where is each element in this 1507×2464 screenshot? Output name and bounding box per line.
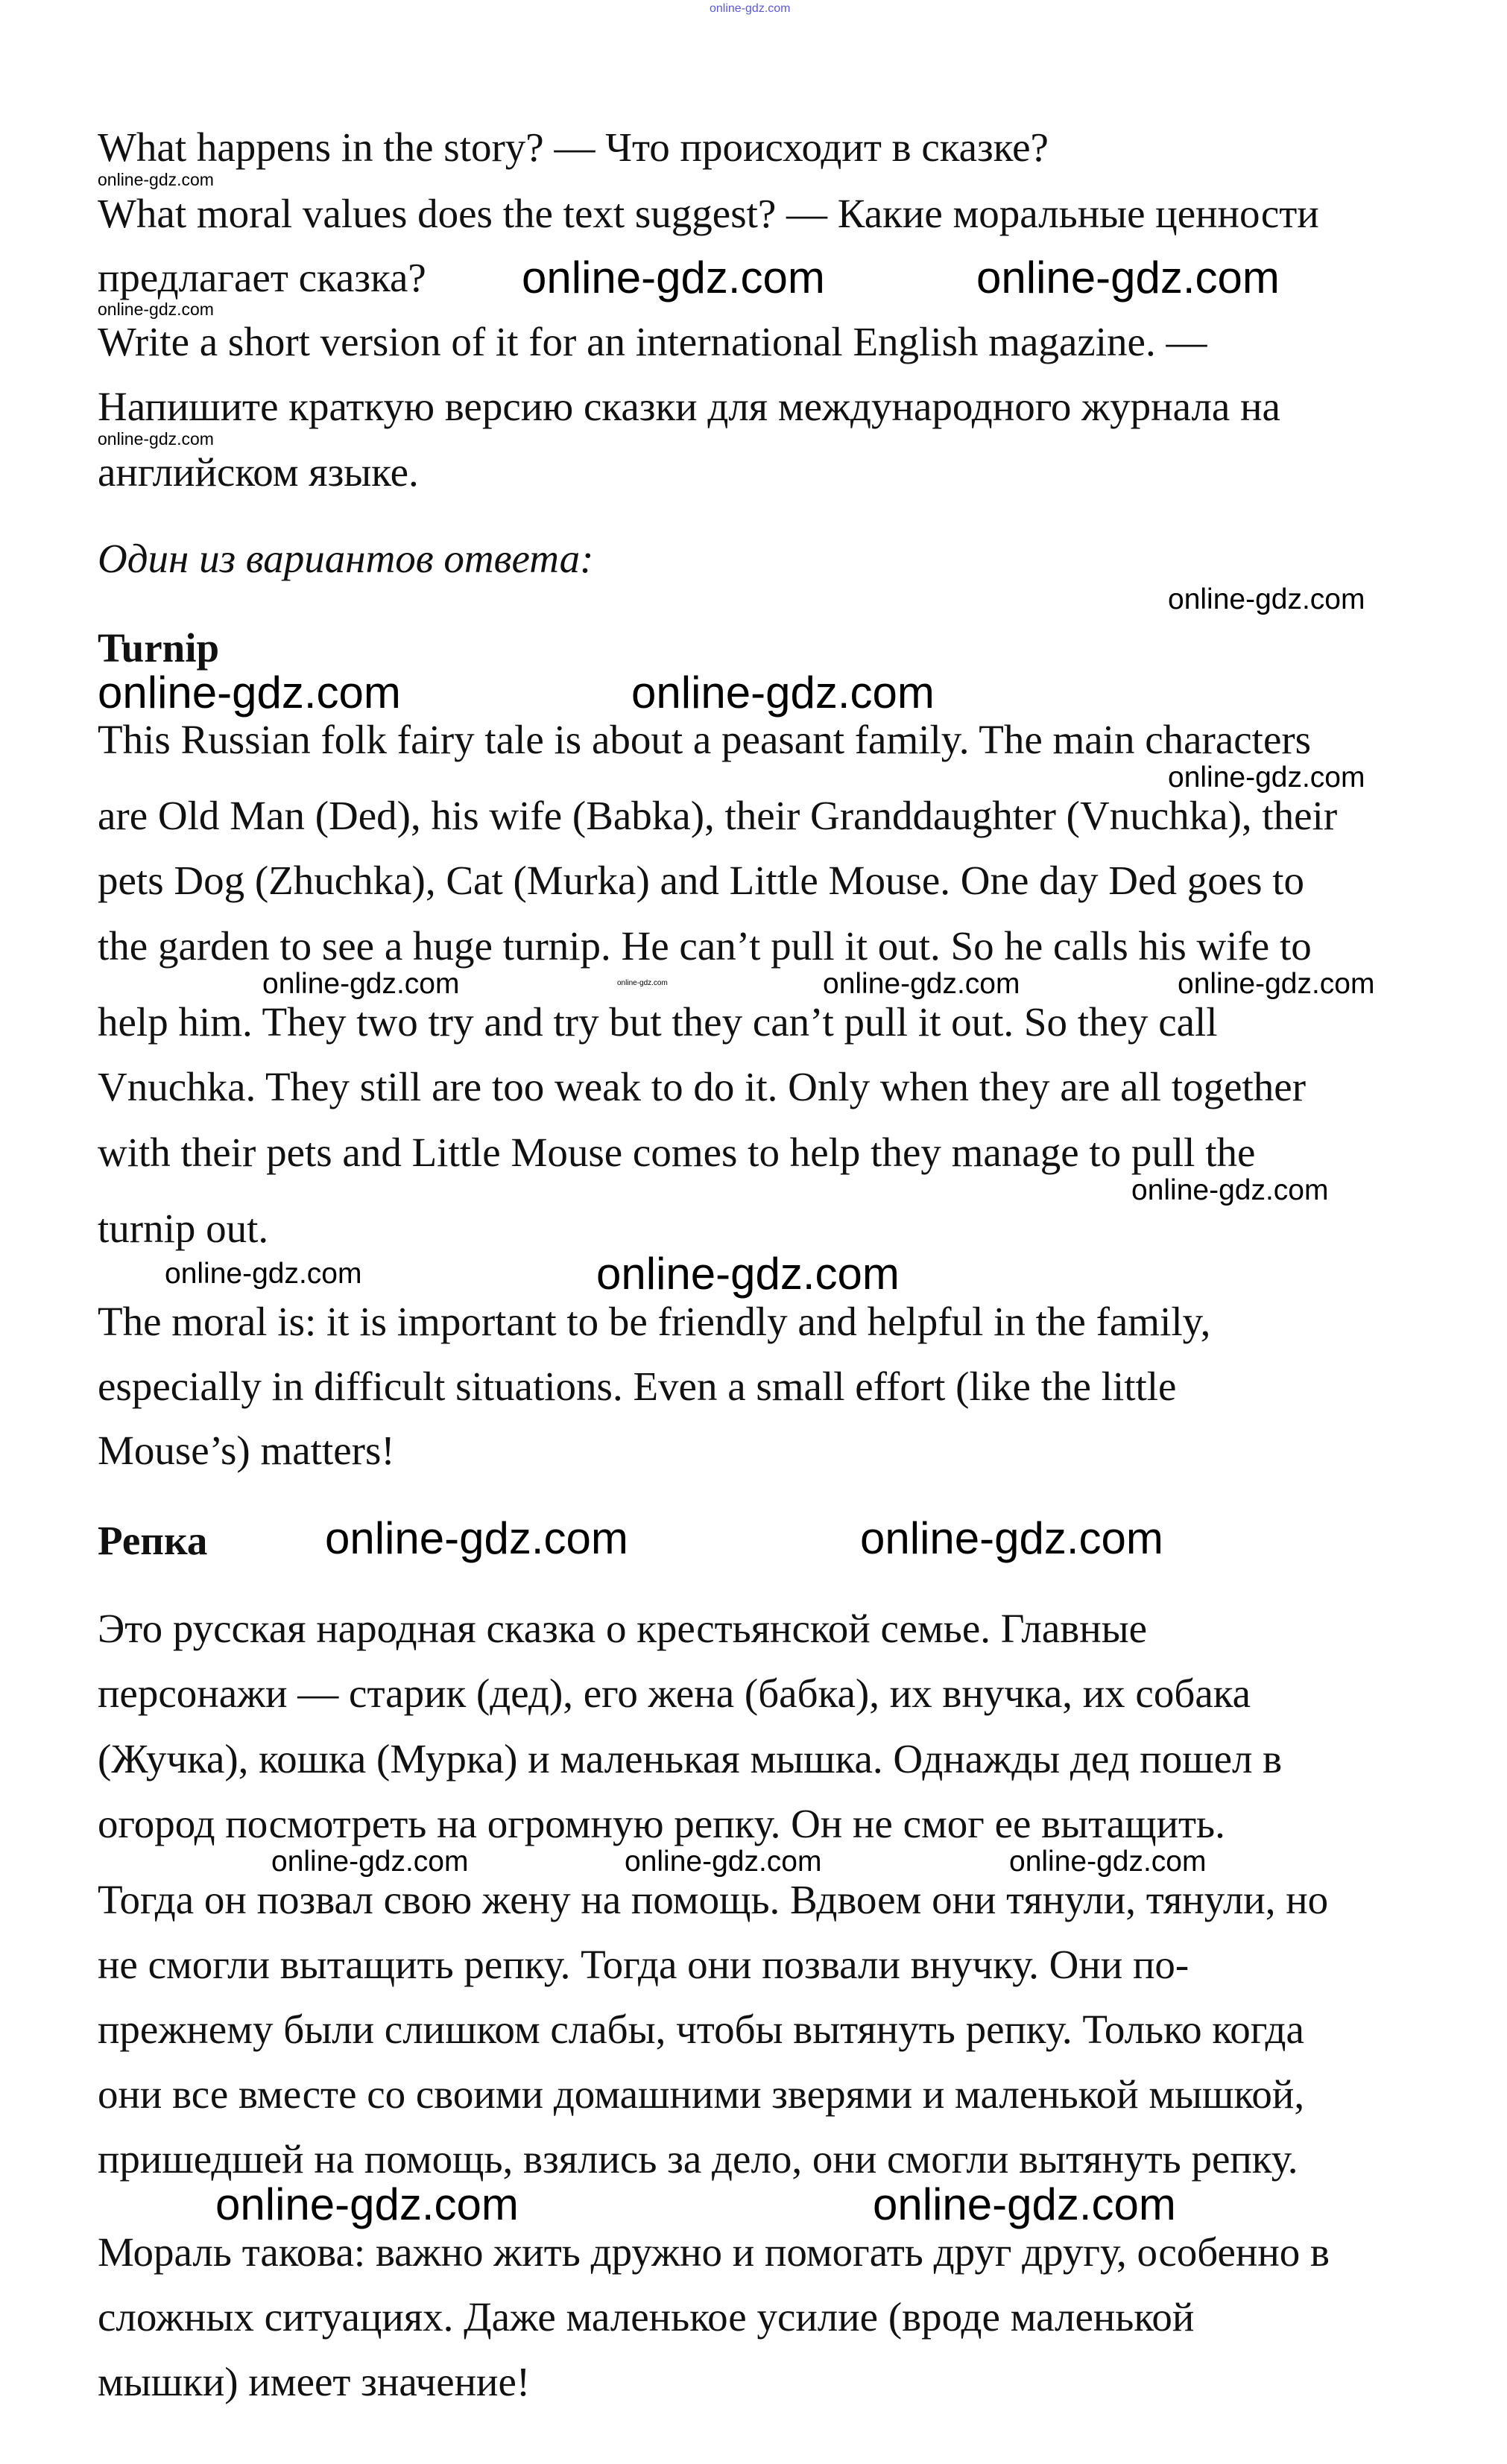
answer-intro: Один из вариантов ответа:: [98, 536, 594, 581]
moral-line: especially in difficult situations. Even a small effort (like the little: [98, 1364, 1177, 1409]
story-line: This Russian folk fairy tale is about a peasant family. The main characters: [98, 717, 1312, 762]
watermark: online-gdz.com: [625, 1846, 822, 1878]
moral-line: Мораль такова: важно жить дружно и помогать друг другу, особенно в: [98, 2229, 1330, 2275]
watermark: online-gdz.com: [98, 429, 214, 449]
story-line: pets Dog (Zhuchka), Cat (Murka) and Little Mouse. One day Ded goes to: [98, 858, 1305, 903]
watermark: online-gdz.com: [215, 2179, 519, 2229]
story-line: персонажи — старик (дед), его жена (бабка), их внучка, их собака: [98, 1670, 1251, 1716]
watermark: online-gdz.com: [976, 253, 1280, 303]
watermark: online-gdz.com: [98, 668, 401, 718]
moral-line: мышки) имеет значение!: [98, 2359, 531, 2404]
story-line: the garden to see a huge turnip. He can’t pull it out. So he calls his wife to: [98, 923, 1312, 969]
watermark: online-gdz.com: [1178, 968, 1375, 1000]
story-line: help him. They two try and try but they can’t pull it out. So they call: [98, 999, 1218, 1045]
story-line: пришедшей на помощь, взялись за дело, они смогли вытянуть репку.: [98, 2136, 1298, 2182]
story-line: они все вместе со своими домашними зверями и маленькой мышкой,: [98, 2071, 1305, 2117]
watermark: online-gdz.com: [98, 300, 214, 319]
section-title-english: Turnip: [98, 625, 220, 671]
watermark: online-gdz.com: [631, 668, 935, 718]
watermark: online-gdz.com: [1168, 583, 1365, 615]
question-line: What happens in the story? — Что происходит в сказке?: [98, 124, 1049, 170]
question-line: английском языке.: [98, 449, 419, 495]
watermark: online-gdz.com: [1131, 1174, 1329, 1206]
story-line: прежнему были слишком слабы, чтобы вытянуть репку. Только когда: [98, 2007, 1304, 2052]
story-line: with their pets and Little Mouse comes to help they manage to pull the: [98, 1130, 1256, 1175]
watermark: online-gdz.com: [271, 1846, 469, 1878]
question-line: What moral values does the text suggest? — Какие моральные ценности: [98, 191, 1319, 236]
watermark: online-gdz.com: [98, 170, 214, 189]
question-line: Напишите краткую версию сказки для международного журнала на: [98, 384, 1280, 429]
watermark: online-gdz.com: [617, 979, 668, 987]
watermark: online-gdz.com: [823, 968, 1020, 1000]
story-line: Vnuchka. They still are too weak to do it. Only when they are all together: [98, 1064, 1307, 1109]
question-line: Write a short version of it for an international English magazine. —: [98, 319, 1207, 364]
story-line: are Old Man (Ded), his wife (Babka), their Granddaughter (Vnuchka), their: [98, 793, 1338, 838]
watermark: online-gdz.com: [1168, 761, 1365, 794]
watermark: online-gdz.com: [710, 2, 791, 15]
watermark: online-gdz.com: [522, 253, 825, 303]
story-line: огород посмотреть на огромную репку. Он не смог ее вытащить.: [98, 1801, 1225, 1846]
watermark: online-gdz.com: [165, 1258, 362, 1290]
story-line: Это русская народная сказка о крестьянской семье. Главные: [98, 1606, 1148, 1651]
story-line: Тогда он позвал свою жену на помощь. Вдвоем они тянули, тянули, но: [98, 1877, 1329, 1922]
watermark: online-gdz.com: [860, 1513, 1163, 1563]
watermark: online-gdz.com: [596, 1249, 900, 1299]
story-line: (Жучка), кошка (Мурка) и маленькая мышка. Однажды дед пошел в: [98, 1736, 1283, 1782]
question-line: предлагает сказка?: [98, 255, 426, 300]
section-title-russian: Репка: [98, 1518, 208, 1563]
moral-line: The moral is: it is important to be friendly and helpful in the family,: [98, 1299, 1211, 1344]
watermark: online-gdz.com: [325, 1513, 628, 1563]
moral-line: Mouse’s) matters!: [98, 1428, 395, 1473]
watermark: online-gdz.com: [262, 968, 460, 1000]
watermark: online-gdz.com: [873, 2179, 1176, 2229]
moral-line: сложных ситуациях. Даже маленькое усилие (вроде маленькой: [98, 2294, 1195, 2340]
story-line: не смогли вытащить репку. Тогда они позвали внучку. Они по-: [98, 1942, 1190, 1987]
watermark: online-gdz.com: [1009, 1846, 1207, 1878]
story-line: turnip out.: [98, 1206, 269, 1251]
